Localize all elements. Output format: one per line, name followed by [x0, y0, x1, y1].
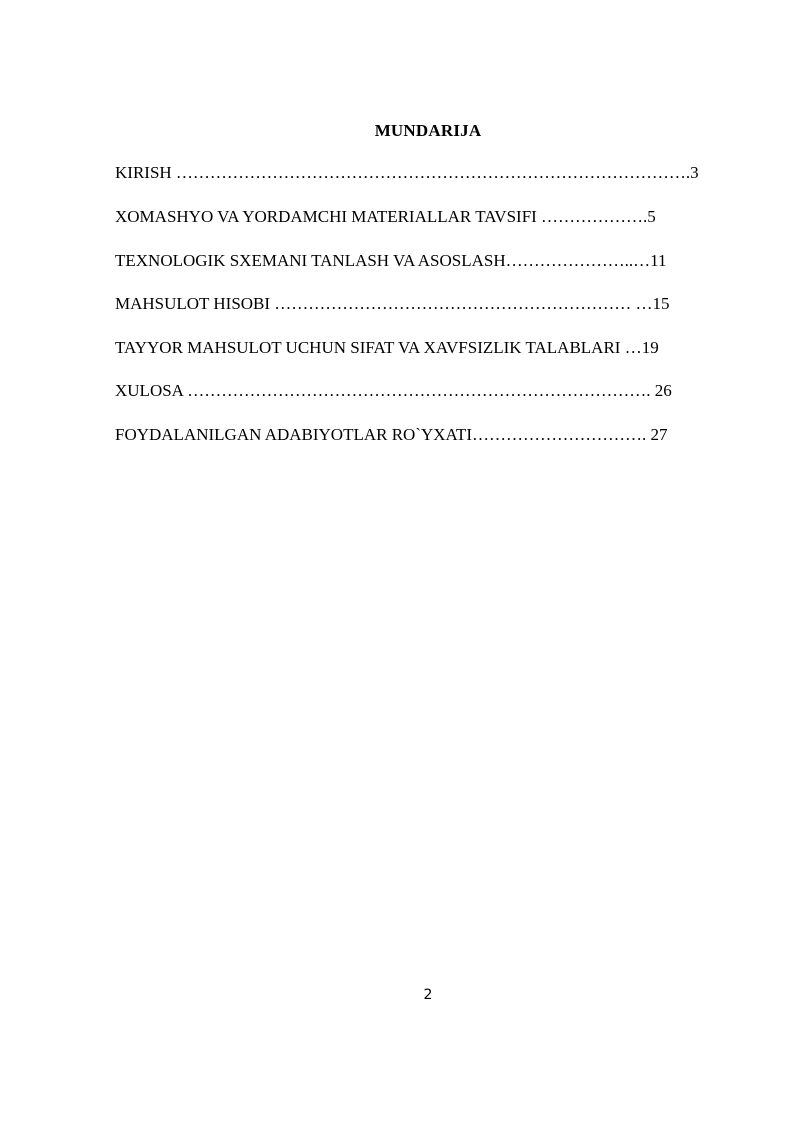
toc-entry-adabiyotlar: FOYDALANILGAN ADABIYOTLAR RO`YXATI…………………………. 27 — [115, 425, 668, 444]
toc-entry-sifat-talablari: TAYYOR MAHSULOT UCHUN SIFAT VA XAVFSIZLIK TALABLARI …19 — [115, 338, 659, 357]
toc-entry-xomashyo: XOMASHYO VA YORDAMCHI MATERIALLAR TAVSIFI ……………….5 — [115, 207, 656, 226]
toc-entry-xulosa: XULOSA ………………………………………………………………………. 26 — [115, 381, 672, 400]
table-of-contents-title: MUNDARIJA — [374, 121, 482, 140]
page-number: 2 — [423, 987, 433, 1003]
toc-entry-texnologik-sxema: TEXNOLOGIK SXEMANI TANLASH VA ASOSLASH…………………..…11 — [115, 251, 667, 270]
toc-entry-mahsulot-hisobi: MAHSULOT HISOBI ……………………………………………………… …15 — [115, 294, 670, 313]
toc-entry-kirish: KIRISH ……………………………………………………………………………….3 — [115, 163, 699, 182]
